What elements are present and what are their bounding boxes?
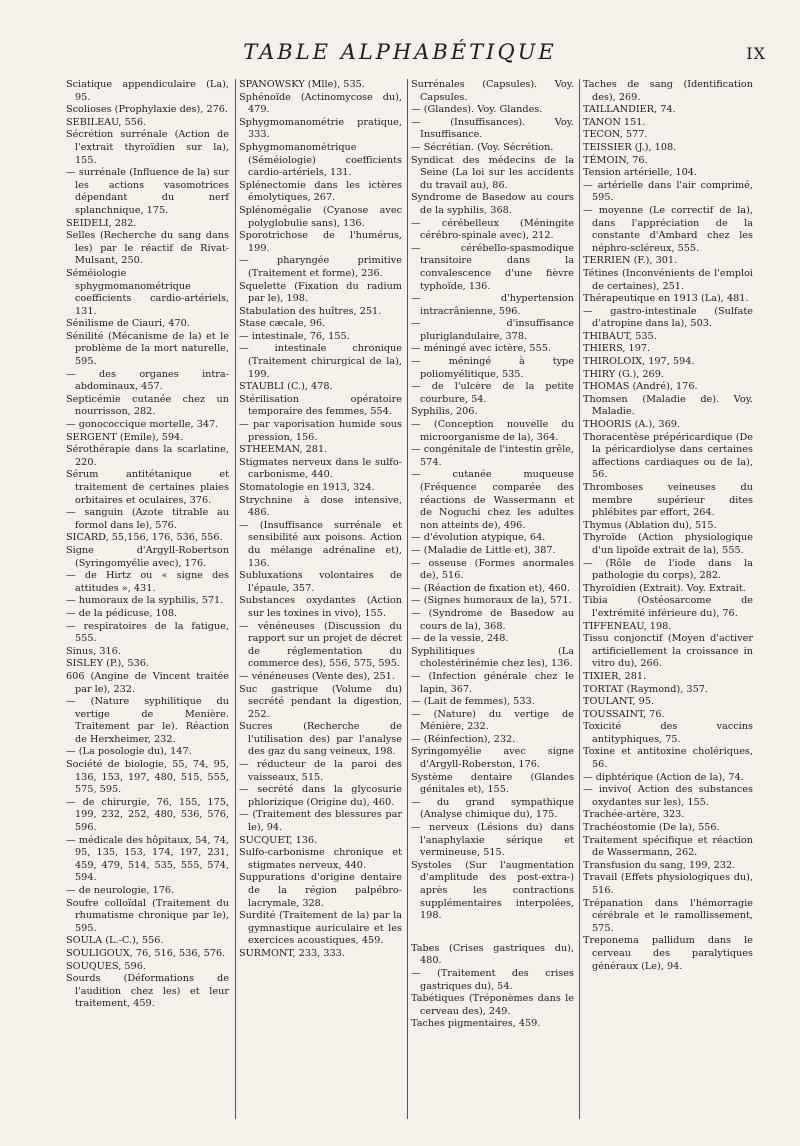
index-column-2 — [235, 79, 405, 1119]
index-entry: — (Infection générale chez le lapin, 367. — [411, 670, 574, 695]
index-entry: — respiratoires de la fatigue, 555. — [66, 620, 229, 645]
index-entry: Stérilisation opératoire temporaire des femmes, 554. — [239, 393, 402, 418]
index-entry: TAILLANDIER, 74. — [583, 104, 676, 116]
index-entry: Suppurations d'origine dentaire de la région palpébro-lacrymale, 328. — [239, 872, 402, 909]
index-entry: Thomsen (Maladie de). Voy. Maladie. — [583, 393, 753, 418]
index-entry: Surdité (Traitement de la) par la gymnastique auriculaire et les exercices acoustiques, 459. — [239, 910, 402, 947]
index-entry: TOULANT, 95. — [583, 696, 655, 708]
index-entry: — sanguin (Azote titrable au formol dans le), 576. — [66, 507, 229, 531]
index-entry: TOUSSAINT, 76. — [583, 708, 665, 720]
index-entry: — du grand sympathique (Analyse chimique du), 175. — [411, 796, 574, 821]
index-entry: Système dentaire (Glandes génitales et), 155. — [411, 771, 574, 796]
index-entry: Substances oxydantes (Action sur les toxines in vivo), 155. — [239, 595, 402, 619]
index-entry: Toxicité des vaccins antityphiques, 75. — [583, 721, 753, 745]
index-column-1 — [63, 79, 232, 1119]
index-entry: — méningé à type poliomyélitique, 535. — [411, 356, 574, 380]
index-entry: TECON, 577. — [583, 129, 648, 141]
index-entry: — de la pédicuse, 108. — [66, 607, 178, 619]
index-entry: Selles (Recherche du sang dans les) par le réactif de Rivat-Mulsant, 250. — [66, 230, 229, 267]
index-entry: TANON 151. — [583, 116, 646, 128]
index-entry: TIXIER, 281. — [583, 670, 647, 682]
index-entry: TÉMOIN, 76. — [583, 154, 648, 166]
index-entry: Sucres (Recherche de l'utilisation des) par l'analyse des gaz du sang veineux, 198. — [239, 721, 402, 758]
index-entry: Splénomégalie (Cyanose avec polyglobulie sans), 136. — [239, 204, 402, 229]
index-entry: — (Rôle de l'iode dans la pathologie du corps), 282. — [583, 557, 753, 582]
index-entry: — intestinale chronique (Traitement chirurgical de la), 199. — [239, 343, 402, 380]
index-entry: — diphtérique (Action de la), 74. — [583, 771, 744, 783]
index-column-4 — [579, 79, 756, 1119]
index-entry: — humoraux de la syphilis, 571. — [66, 595, 224, 607]
index-entry: — cérébello-spasmodique transitoire dans la convalescence d'une fièvre typhoïde, 136. — [411, 242, 574, 292]
index-entry: — pharyngée primitive (Traitement et forme), 236. — [239, 255, 402, 279]
index-entry: Splénectomie dans les ictères émolytiques, 267. — [239, 179, 402, 204]
index-entry: — cutanée muqueuse (Fréquence comparée des réactions de Wassermann et de Noguchi chez les adultes non atteints de), 496. — [411, 469, 574, 531]
index-entry: Thromboses veineuses du membre supérieur dites phlébites par effort, 264. — [583, 482, 753, 519]
index-entry: — de neurologie, 176. — [66, 885, 175, 896]
index-entry: — (Conception nouvelle du microorganisme de la), 364. — [411, 419, 574, 443]
index-entry: Syphilis, 206. — [411, 406, 478, 418]
index-entry: — secrété dans la glycosurie phlorizique (Origine du), 460. — [239, 784, 402, 808]
index-entry: — (Nature syphilitique du vertige de Menière. Traitement par le). Réaction de Herxheimer, 232. — [66, 696, 229, 745]
index-entry: — gastro-intestinale (Sulfate d'atropine dans la), 503. — [583, 305, 753, 330]
index-entry: Toxine et antitoxine cholériques, 56. — [583, 746, 753, 771]
index-columns — [63, 79, 768, 1119]
index-entry: — (Insuffisance surrénale et sensibilité aux poisons. Action du mélange adrénaline et), 136. — [239, 519, 402, 569]
index-entry: Treponema pallidum dans le cerveau des paralytiques généraux (Le), 94. — [583, 935, 753, 972]
index-entry: SPANOWSKY (Mlle), 535. — [239, 79, 365, 90]
index-entry: — de chirurgie, 76, 155, 175, 199, 232, 252, 480, 536, 576, 596. — [66, 796, 229, 834]
index-entry: SOUQUES, 596. — [66, 960, 146, 972]
page-title: TABLE ALPHABÉTIQUE — [243, 40, 557, 64]
page-number: IX — [746, 44, 766, 63]
index-entry: Systoles (Sur l'augmentation d'amplitude des post-extra-) après les contractions supplémentaires interpolées, 198. — [411, 859, 574, 922]
index-entry: THIRY (G.), 269. — [583, 368, 664, 380]
index-entry: — (Glandes). Voy. Glandes. — [411, 104, 543, 116]
index-entry: Travail (Effets physiologiques du), 516. — [583, 872, 753, 896]
index-entry: — moyenne (Le correctif de la), dans l'appréciation de la constante d'Ambard chez les néphro-scléreux, 555. — [583, 204, 753, 254]
index-entry: Stomatologie en 1913, 324. — [239, 482, 375, 493]
index-entry: Sérum antitétanique et traitement de certaines plaies orbitaires et oculaires, 376. — [66, 469, 229, 506]
index-entry: Soufre colloïdal (Traitement du rhumatisme chronique par le), 595. — [66, 897, 229, 934]
index-entry: — (Maladie de Little et), 387. — [411, 544, 556, 556]
index-entry: 606 (Angine de Vincent traitée par le), 232. — [66, 670, 229, 695]
index-entry: Taches pigmentaires, 459. — [411, 1018, 541, 1030]
index-entry: Tabétiques (Tréponèmes dans le cerveau des), 249. — [411, 993, 574, 1017]
index-entry: Trachée-artère, 323. — [583, 809, 685, 821]
index-entry: Syphilitiques (La cholestérinémie chez les), 136. — [411, 645, 574, 670]
index-entry: — Sécrétian. (Voy. Sécrétion. — [411, 141, 554, 153]
index-entry: Subluxations volontaires de l'épaule, 357. — [239, 570, 402, 594]
index-entry: — nerveux (Lésions du) dans l'anaphylaxie sérique et vermineuse, 515. — [411, 822, 574, 859]
index-entry: Thyroïdien (Extrait). Voy. Extrait. — [583, 582, 746, 594]
index-entry: SISLEY (P.), 536. — [66, 658, 149, 670]
index-entry: Société de biologie, 55, 74, 95, 136, 153, 197, 480, 515, 555, 575, 595. — [66, 759, 229, 796]
index-entry: TORTAT (Raymond), 357. — [583, 683, 708, 695]
index-entry: Stigmates nerveux dans le sulfo-carbonisme, 440. — [239, 456, 402, 481]
index-entry: STAUBLI (C.), 478. — [239, 381, 333, 393]
index-entry: Sphygmomanométrique (Séméiologie) coefficients cardio-artériels, 131. — [239, 141, 402, 179]
index-entry: SOULIGOUX, 76, 516, 536, 576. — [66, 947, 226, 959]
index-entry: Sphygmomanométrie pratique, 333. — [239, 116, 402, 141]
index-entry: Taches de sang (Identification des), 269. — [583, 79, 753, 103]
index-entry: — (Nature) du vertige de Ménière, 232. — [411, 708, 574, 733]
index-entry: Stase cæcale, 96. — [239, 318, 326, 330]
index-entry: Tétines (Inconvénients de l'emploi de certaines), 251. — [583, 267, 753, 292]
index-entry: Thymus (Ablation du), 515. — [583, 519, 717, 531]
index-entry: — artérielle dans l'air comprimé, 595. — [583, 179, 753, 204]
index-entry: — réducteur de la paroi des vaisseaux, 515. — [239, 759, 402, 783]
index-entry: — (La posologie du), 147. — [66, 746, 192, 758]
index-entry: — gonococcique mortelle, 347. — [66, 419, 219, 431]
index-entry: THIERS, 197. — [583, 343, 651, 355]
index-entry: Thyroïde (Action physiologique d'un lipoïde extrait de la), 555. — [583, 532, 753, 556]
index-entry: — congénitale de l'intestin grêle, 574. — [411, 444, 574, 468]
index-entry: — d'insuffisance pluriglandulaire, 378. — [411, 318, 574, 342]
index-entry: Sourds (Déformations de l'audition chez les) et leur traitement, 459. — [66, 973, 229, 1010]
index-entry: — (Réaction de fixation et), 460. — [411, 582, 570, 594]
index-entry: THIBAUT, 535. — [583, 330, 657, 342]
index-entry: Tension artérielle, 104. — [583, 167, 698, 179]
index-entry: Surrénales (Capsules). Voy. Capsules. — [411, 79, 574, 103]
index-entry: Syringomyélie avec signe d'Argyll-Roberston, 176. — [411, 746, 574, 771]
index-entry: Sulfo-carbonisme chronique et stigmates nerveux, 440. — [239, 847, 402, 871]
index-entry: Thérapeutique en 1913 (La), 481. — [583, 293, 749, 305]
index-entry: Syndrome de Basedow au cours de la syphilis, 368. — [411, 192, 574, 216]
index-entry: Syndicat des médecins de la Seine (La loi sur les accidents du travail au), 86. — [411, 154, 574, 191]
index-entry: — (Signes humoraux de la), 571. — [411, 595, 572, 607]
index-entry: — médicale des hôpitaux, 54, 74, 95, 135, 153, 174, 197, 231, 459, 479, 514, 535, 555, 574, 594. — [66, 834, 229, 884]
index-entry: Septicémie cutanée chez un nourrisson, 282. — [66, 393, 229, 418]
index-entry: Sciatique appendiculaire (La), 95. — [66, 79, 229, 103]
index-entry: Signe d'Argyll-Robertson (Syringomyélie avec), 176. — [66, 544, 229, 569]
index-entry: — osseuse (Formes anormales de), 516. — [411, 557, 574, 582]
index-entry: Tibia (Ostéosarcome de l'extrémité inférieure du), 76. — [583, 595, 753, 619]
index-entry: — de l'ulcère de la petite courbure, 54. — [411, 381, 574, 405]
index-entry: — méningé avec ictère, 555. — [411, 343, 552, 355]
index-column-3 — [407, 79, 577, 1119]
index-entry: SICARD, 55,156, 176, 536, 556. — [66, 532, 223, 544]
index-entry: TEISSIER (J.), 108. — [583, 141, 677, 153]
index-entry: Tissu conjonctif (Moyen d'activer artificiellement la croissance in vitro du), 266. — [583, 633, 753, 670]
index-entry: — (Traitement des crises gastriques du), 54. — [411, 967, 574, 992]
index-entry: — intestinale, 76, 155. — [239, 330, 350, 342]
index-entry: Sénilisme de Ciauri, 470. — [66, 318, 190, 330]
index-entry: — d'évolution atypique, 64. — [411, 532, 546, 544]
index-entry: SOULA (L.-C.), 556. — [66, 935, 164, 947]
index-entry: SEBILEAU, 556. — [66, 116, 147, 128]
index-entry: Sérothérapie dans la scarlatine, 220. — [66, 444, 229, 468]
index-entry: SEIDELI, 282. — [66, 217, 137, 229]
index-entry: — (Réinfection), 232. — [411, 733, 516, 745]
index-entry: — invivo( Action des substances oxydantes sur les), 155. — [583, 784, 753, 808]
index-entry: — vénéneuses (Vente des), 251. — [239, 670, 395, 682]
index-entry: THOORIS (A.), 369. — [583, 419, 680, 431]
index-entry: — cérébelleux (Méningite cérébro-spinale avec), 212. — [411, 217, 574, 242]
index-entry: SERGENT (Emile), 594. — [66, 431, 184, 443]
index-entry: THOMAS (André), 176. — [583, 381, 698, 393]
index-entry: — d'hypertension intracrânienne, 596. — [411, 293, 574, 317]
index-entry: Sphénoïde (Actinomycose du), 479. — [239, 91, 402, 116]
index-entry: Sporotrichose de l'humérus, 199. — [239, 230, 402, 254]
index-entry: Suc gastrique (Volume du) secrété pendant la digestion, 252. — [239, 683, 402, 720]
index-entry: Scolioses (Prophylaxie des), 276. — [66, 104, 229, 116]
index-entry: SUCQUET, 136. — [239, 834, 318, 846]
index-entry: — (Insuffisances). Voy. Insuffisance. — [411, 116, 574, 141]
index-entry: — surrénale (Influence de la) sur les actions vasomotrices dépendant du nerf splanchnique, 175. — [66, 167, 229, 216]
index-entry: Traitement spécifique et réaction de Wassermann, 262. — [583, 834, 753, 859]
index-entry: Squelette (Fixation du radium par le), 198. — [239, 280, 402, 305]
index-entry: TIFFENEAU, 198. — [583, 620, 672, 632]
index-entry: — (Lait de femmes), 533. — [411, 696, 535, 708]
index-entry: — (Traitement des blessures par le), 94. — [239, 809, 402, 834]
index-entry: — de Hirtz ou « signe des attitudes », 431. — [66, 570, 229, 594]
index-entry: Trachéostomie (De la), 556. — [583, 822, 720, 834]
index-entry: SURMONT, 233, 333. — [239, 947, 345, 959]
index-entry: Sénilité (Mécanisme de la) et le problème de la mort naturelle, 595. — [66, 330, 229, 368]
index-entry: Sinus, 316. — [66, 645, 121, 657]
index-entry: — vénéneuses (Discussion du rapport sur un projet de décret de réglementation du commerce des), 556, 575, 595. — [239, 620, 402, 670]
index-entry: Thoracentèse prépéricardique (De la péricardiolyse dans certaines affections cardiaques ou de la), 56. — [583, 431, 753, 481]
index-entry: Séméiologie sphygmomanométrique coefficients cardio-artériels, 131. — [66, 267, 229, 317]
index-entry: THIROLOIX, 197, 594. — [583, 356, 695, 368]
index-entry: TERRIEN (F.), 301. — [583, 255, 678, 267]
index-entry: — de la vessie, 248. — [411, 633, 509, 645]
index-entry: — des organes intra-abdominaux, 457. — [66, 368, 229, 393]
index-entry: STHEEMAN, 281. — [239, 444, 328, 456]
index-entry: Trépanation dans l'hémorragie cérébrale et le ramollissement, 575. — [583, 897, 753, 934]
index-entry: Stabulation des huîtres, 251. — [239, 305, 382, 317]
index-entry: Strychnine à dose intensive, 486. — [239, 494, 402, 519]
index-entry: Transfusion du sang, 199, 232. — [583, 859, 736, 871]
index-entry: — par vaporisation humide sous pression, 156. — [239, 419, 402, 443]
index-entry: Tabes (Crises gastriques du), 480. — [411, 942, 574, 967]
index-entry: — (Syndrome de Basedow au cours de la), 368. — [411, 607, 574, 632]
index-entry: Sécrétion surrénale (Action de l'extrait thyroïdien sur la), 155. — [66, 129, 229, 166]
